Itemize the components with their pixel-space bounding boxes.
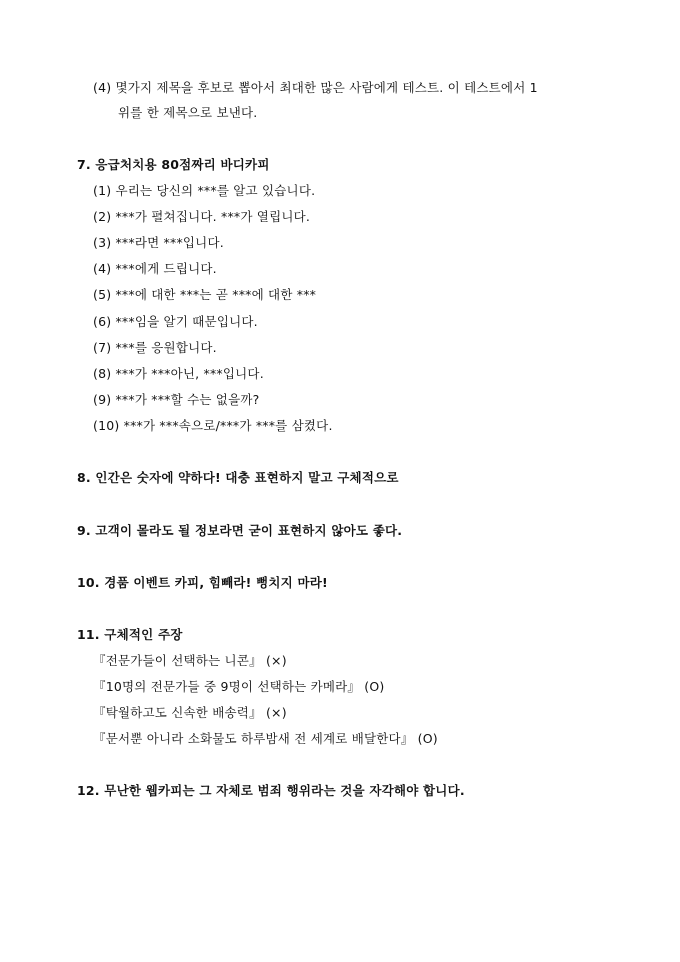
section-7-item: (9) ***가 ***할 수는 없을까?	[93, 392, 260, 407]
section-7-item: (7) ***를 응원합니다.	[93, 340, 217, 355]
section-11-item: 『전문가들이 선택하는 니콘』 (×)	[93, 653, 287, 668]
section-12-heading: 12. 무난한 웹카피는 그 자체로 범죄 행위라는 것을 자각해야 합니다.	[77, 783, 465, 798]
section-7-item: (10) ***가 ***속으로/***가 ***를 삼켰다.	[93, 418, 333, 433]
section-7-item: (1) 우리는 당신의 ***를 알고 있습니다.	[93, 183, 316, 198]
section-7-item: (4) ***에게 드립니다.	[93, 261, 217, 276]
section-8-heading: 8. 인간은 숫자에 약하다! 대충 표현하지 말고 구체적으로	[77, 470, 399, 485]
intro-item-4-line-2: 위를 한 제목으로 보낸다.	[118, 105, 258, 120]
section-7-item: (3) ***라면 ***입니다.	[93, 235, 224, 250]
section-11-heading: 11. 구체적인 주장	[77, 627, 183, 642]
intro-item-4-line-1: (4) 몇가지 제목을 후보로 뽑아서 최대한 많은 사람에게 테스트. 이 테스트에서 1	[93, 80, 538, 95]
section-10-heading: 10. 경품 이벤트 카피, 힘빼라! 뻥치지 마라!	[77, 575, 328, 590]
section-7-heading: 7. 응급처치용 80점짜리 바디카피	[77, 157, 270, 172]
section-11-item: 『10명의 전문가들 중 9명이 선택하는 카메라』 (O)	[93, 679, 385, 694]
section-7-item: (2) ***가 펼쳐집니다. ***가 열립니다.	[93, 209, 311, 224]
section-7-item: (8) ***가 ***아닌, ***입니다.	[93, 366, 264, 381]
section-7-item: (5) ***에 대한 ***는 곧 ***에 대한 ***	[93, 287, 317, 302]
section-11-item: 『탁월하고도 신속한 배송력』 (×)	[93, 705, 287, 720]
section-9-heading: 9. 고객이 몰라도 될 정보라면 굳이 표현하지 않아도 좋다.	[77, 523, 403, 538]
section-7-item: (6) ***임을 알기 때문입니다.	[93, 314, 258, 329]
section-11-item: 『문서뿐 아니라 소화물도 하루밤새 전 세계로 배달한다』 (O)	[93, 731, 438, 746]
